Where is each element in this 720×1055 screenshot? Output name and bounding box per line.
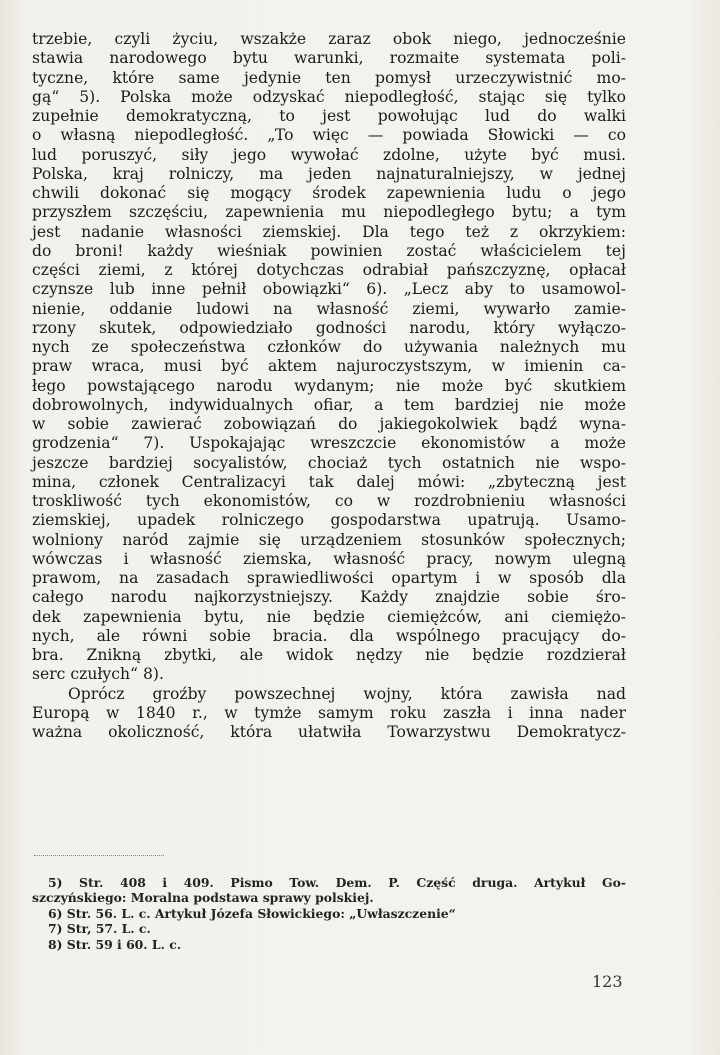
footnotes (32, 875, 626, 952)
text-line: bra. Znikną zbytki, ale widok nędzy nie będzie rozdzierał (32, 646, 626, 664)
text-line: ziemskiej, upadek rolniczego gospodarstwa upatrują. Usamo- (32, 511, 626, 530)
text-line: dek zapewnienia bytu, nie będzie ciemiężców, ani ciemiężo- (32, 607, 626, 626)
text-line: Oprócz groźby powszechnej wojny, która zawisła nad (68, 684, 626, 703)
text-line: prawom, na zasadach sprawiedliwości opartym i w sposób dla (32, 569, 626, 587)
main-text (32, 30, 626, 742)
text-line: o własną niepodległość. „To więc — powiada Słowicki — co (32, 126, 626, 145)
text-line: tyczne, które same jedynie ten pomysł urzeczywistnić mo- (32, 68, 626, 87)
page-number: 123 (592, 972, 623, 991)
text-line: Polska, kraj rolniczy, ma jeden najnaturalniejszy, w jednej (32, 164, 626, 183)
text-line: jeszcze bardziej socyalistów, chociaż tych ostatnich nie wspo- (32, 453, 626, 472)
footnote-divider (34, 855, 164, 856)
text-line: nych ze społeczeństwa członków do używania należnych mu (32, 338, 626, 356)
text-line: nych, ale równi sobie bracia. dla wspólnego pracujący do- (32, 626, 626, 645)
text-line: trzebie, czyli życiu, wszakże zaraz obok niego, jednocześnie (32, 30, 626, 48)
footnote-6: 6) Str. 56. L. c. Artykuł Józefa Słowickiego: „Uwłaszczenie“ (48, 905, 456, 921)
text-line: dobrowolnych, indywidualnych ofiar, a tem bardziej nie może (32, 395, 626, 414)
text-line: chwili dokonać się mogący środek zapewnienia ludu o jego (32, 184, 626, 202)
text-line: całego narodu najkorzystniejszy. Każdy znajdzie sobie śro- (32, 588, 626, 607)
text-line: części ziemi, z której dotychczas odrabiał pańszczyznę, opłacał (32, 261, 626, 279)
text-line: jest nadanie własności ziemskiej. Dla tego też z okrzykiem: (32, 222, 626, 241)
text-line: praw wraca, musi być aktem najuroczystszym, w imienin ca- (32, 357, 626, 376)
text-line: gą“ 5). Polska może odzyskać niepodległość, stając się tylko (32, 87, 626, 106)
text-line: do broni! każdy wieśniak powinien zostać właścicielem tej (32, 241, 626, 260)
text-line: nienie, oddanie ludowi na własność ziemi, wywarło zamie- (32, 299, 626, 318)
text-line: Europą w 1840 r., w tymże samym roku zaszła i inna nader (32, 703, 626, 722)
text-line: wolniony naród zajmie się urządzeniem stosunków społecznych; (32, 530, 626, 549)
text-line: troskliwość tych ekonomistów, co w rozdrobnieniu własności (32, 492, 626, 510)
text-line: lud poruszyć, siły jego wywołać zdolne, użyte być musi. (32, 145, 626, 164)
text-line: wówczas i własność ziemska, własność pracy, nowym ulegną (32, 549, 626, 568)
text-line: grodzenia“ 7). Uspokajając wreszczcie ekonomistów a może (32, 434, 626, 453)
text-line: serc czułych“ 8). (32, 665, 164, 684)
text-line: w sobie zawierać zobowiązań do jakiegokolwiek bądź wyna- (32, 415, 626, 433)
footnote-8: 8) Str. 59 i 60. L. c. (48, 936, 182, 952)
text-line: ważna okoliczność, która ułatwiła Towarzystwu Demokratycz- (32, 723, 626, 741)
footnote-7: 7) Str, 57. L. c. (48, 921, 151, 937)
text-line: mina, członek Centralizacyi tak dalej mówi: „zbyteczną jest (32, 472, 626, 491)
text-line: zupełnie demokratyczną, to jest powołując lud do walki (32, 107, 626, 125)
footnote-5-continued: szczyńskiego: Moralna podstawa sprawy polskiej. (32, 890, 374, 906)
text-line: przyszłem szczęściu, zapewnienia mu niepodległego bytu; a tym (32, 203, 626, 222)
footnote-5: 5) Str. 408 i 409. Pismo Tow. Dem. P. Część druga. Artykuł Go- (48, 875, 626, 890)
text-line: rzony skutek, odpowiedziało godności narodu, który wyłączo- (32, 318, 626, 337)
text-line: czynsze lub inne pełnił obowiązki“ 6). „Lecz aby to usamowol- (32, 280, 626, 299)
text-line: łego powstającego narodu wydanym; nie może być skutkiem (32, 376, 626, 395)
text-line: stawia narodowego bytu warunki, rozmaite systemata poli- (32, 49, 626, 68)
